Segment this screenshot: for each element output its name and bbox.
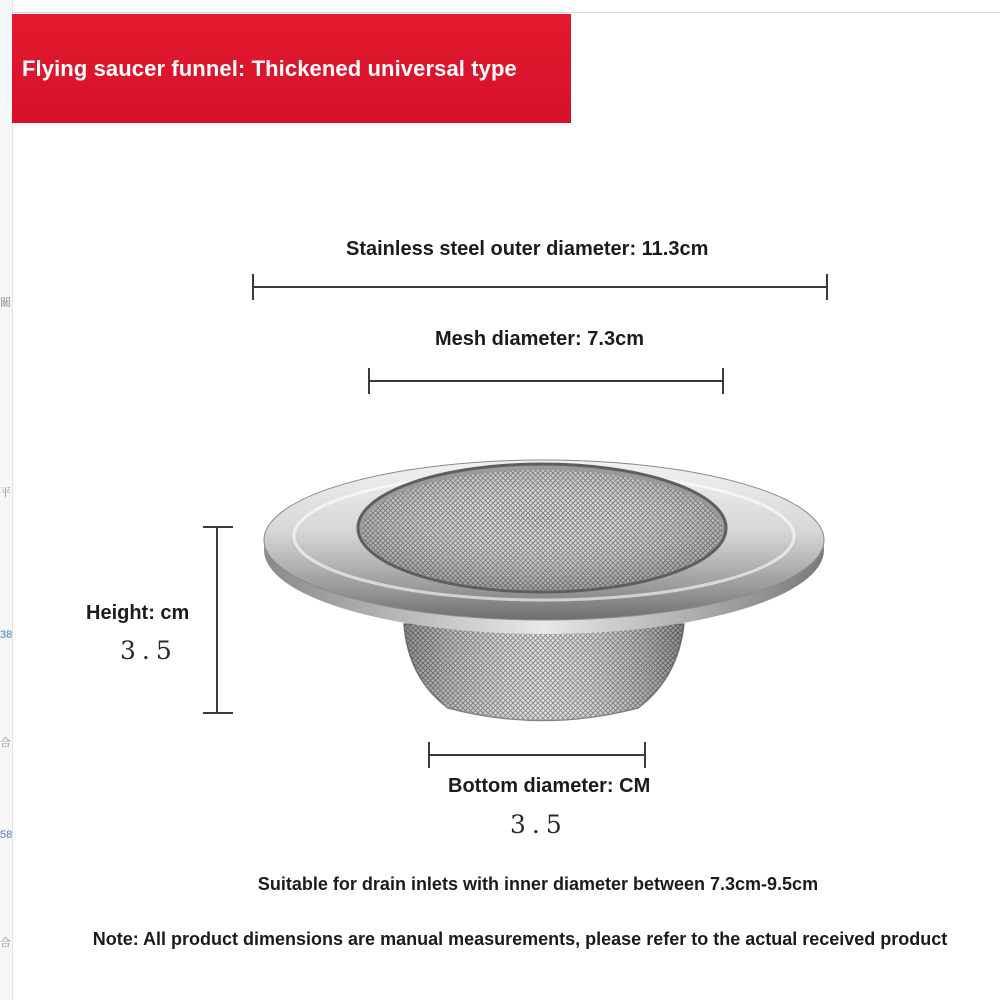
title-banner — [12, 14, 571, 123]
outer-diameter-tick-left — [252, 274, 254, 300]
height-label: Height: cm — [86, 602, 190, 624]
edge-fragment: 平 — [0, 487, 11, 499]
outer-diameter-label: Stainless steel outer diameter: 11.3cm — [346, 238, 709, 260]
height-value: 3.5 — [120, 636, 178, 665]
edge-fragment: 58 — [0, 829, 12, 841]
page-title: Flying saucer funnel: Thickened universal type — [22, 55, 517, 81]
height-line — [216, 526, 218, 714]
outer-diameter-tick-right — [826, 274, 828, 300]
edge-fragment: 關 — [0, 297, 11, 309]
bottom-diameter-label: Bottom diameter: CM — [448, 775, 651, 797]
sink-strainer-image — [258, 428, 828, 728]
height-tick-bottom — [203, 712, 233, 714]
bottom-diameter-tick-right — [644, 742, 646, 768]
mesh-diameter-line — [368, 380, 724, 382]
mesh-diameter-tick-right — [722, 368, 724, 394]
edge-fragment: 合 — [0, 937, 11, 949]
top-divider — [12, 12, 1000, 13]
edge-fragment: 合 — [0, 737, 11, 749]
mesh-diameter-tick-left — [368, 368, 370, 394]
mesh-diameter-label: Mesh diameter: 7.3cm — [435, 328, 644, 350]
left-window-edge — [0, 0, 13, 1000]
suitability-note: Suitable for drain inlets with inner diameter between 7.3cm-9.5cm — [257, 874, 819, 894]
bottom-diameter-line — [428, 754, 646, 756]
height-tick-top — [203, 526, 233, 528]
bottom-diameter-value: 3.5 — [510, 810, 568, 839]
outer-diameter-line — [252, 286, 828, 288]
edge-fragment: 38 — [0, 629, 12, 641]
measurement-note: Note: All product dimensions are manual measurements, please refer to the actual received product — [92, 929, 948, 949]
